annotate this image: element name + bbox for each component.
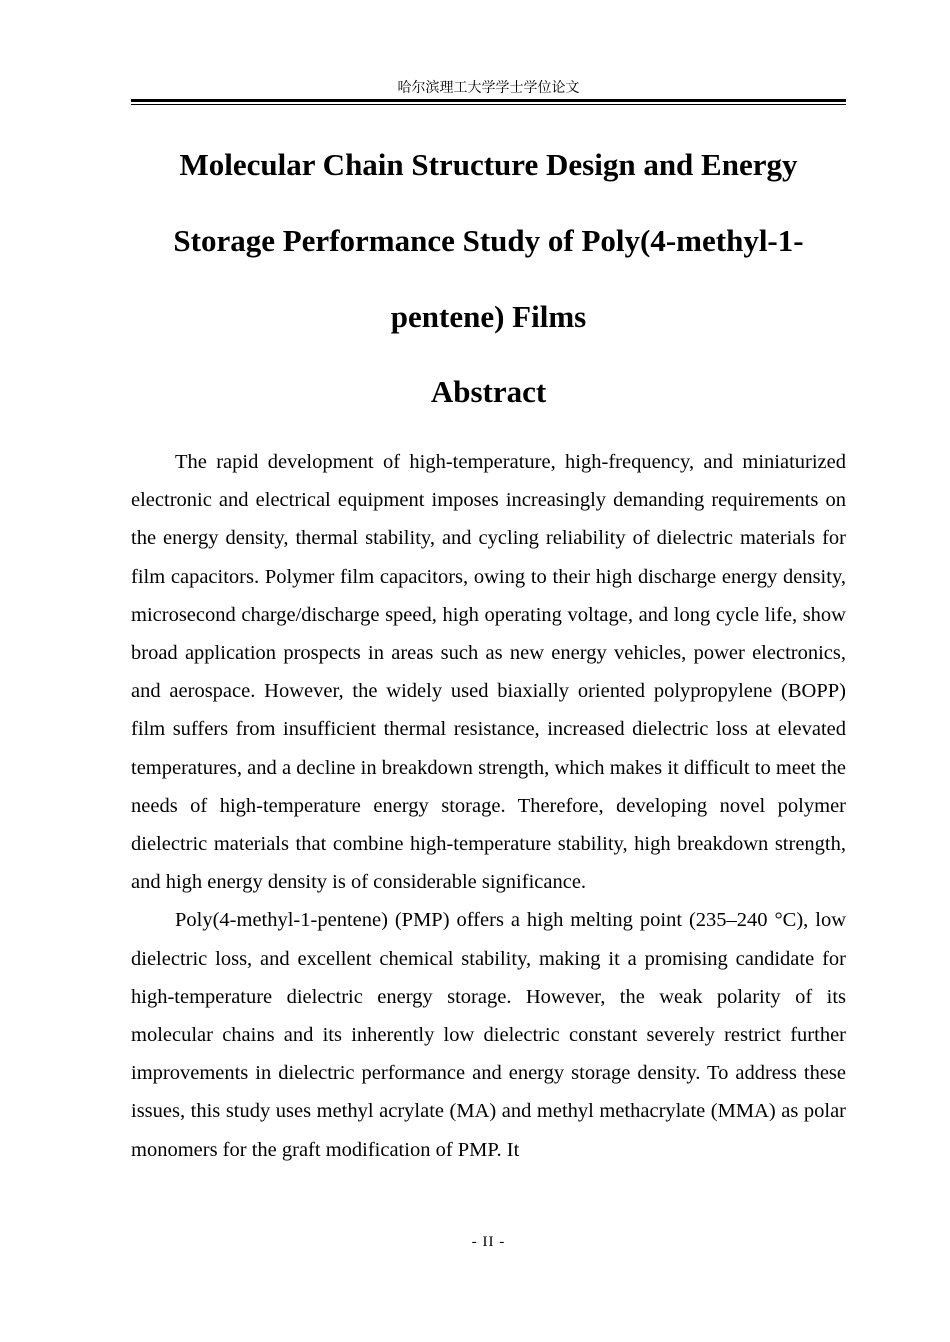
abstract-paragraph-1: The rapid development of high-temperature, high-frequency, and miniaturized electronic and electrical equipment imposes increasingly demanding requirements on the energy density, thermal stability, and cycling reliability of dielectric materials for film capacitors. Polymer film capacitors, owing to their high discharge energy density, microsecond charge/discharge speed, high operating voltage, and long cycle life, show broad application prospects in areas such as new energy vehicles, power electronics, and aerospace. However, the widely used biaxially oriented polypropylene (BOPP) film suffers from insufficient thermal resistance, increased dielectric loss at elevated temperatures, and a decline in breakdown strength, which makes it difficult to meet the needs of high-temperature energy storage. Therefore, developing novel polymer dielectric materials that combine high-temperature stability, high breakdown strength, and high energy density is of considerable significance. — [131, 451, 846, 894]
running-header: 哈尔滨理工大学学士学位论文 — [397, 80, 580, 96]
thesis-title-line-1: Molecular Chain Structure Design and Energy — [179, 147, 798, 182]
document-page — [131, 0, 846, 1342]
thesis-title-line-3: pentene) Films — [390, 299, 587, 334]
abstract-heading: Abstract — [430, 374, 547, 409]
thesis-title — [131, 127, 846, 355]
thesis-title-line-2: Storage Performance Study of Poly(4-methyl-1- — [173, 223, 804, 258]
page-number: - II - — [471, 1234, 506, 1250]
abstract-paragraph-2: Poly(4-methyl-1-pentene) (PMP) offers a high melting point (235–240 °C), low dielectric loss, and excellent chemical stability, making it a promising candidate for high-temperature dielectric energy storage. However, the weak polarity of its molecular chains and its inherently low dielectric constant severely restrict further improvements in dielectric performance and energy storage density. To address these issues, this study uses methyl acrylate (MA) and methyl methacrylate (MMA) as polar monomers for the graft modification of PMP. It — [131, 909, 846, 1161]
abstract-body — [131, 443, 846, 1169]
header-rule — [131, 99, 846, 105]
